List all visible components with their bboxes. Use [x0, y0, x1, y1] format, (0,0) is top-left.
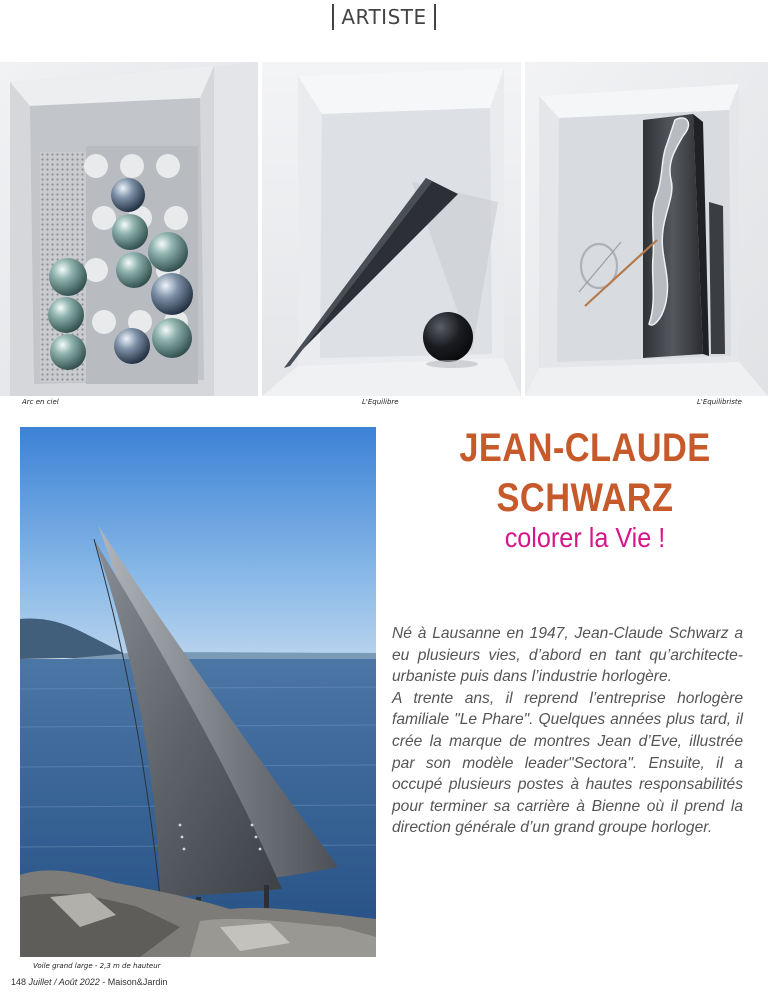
article-subtitle: colorer la Vie !	[504, 522, 666, 553]
magazine-name: Maison&Jardin	[107, 977, 168, 987]
sail-sculpture-photo	[20, 427, 376, 957]
divider	[332, 4, 334, 30]
issue-date: Juillet / Août 2022	[28, 977, 100, 987]
divider	[434, 4, 436, 30]
page-footer	[11, 977, 167, 987]
artwork-gallery	[0, 62, 768, 396]
artwork-photo-equilibriste	[525, 62, 768, 396]
article-paragraph: A trente ans, il reprend l’entreprise horlogère familiale "Le Phare". Quelques années plus tard, il crée la marque de montres Jean d’Eve, illustrée par son modèle leader"Sectora". Ensuite, il a occupé plusieurs postes à hautes responsabilités pour terminer sa carrière à Bienne où il prend la direction générale d’un grand groupe horloger.	[392, 689, 743, 837]
section-label: ARTISTE	[341, 5, 427, 29]
artwork-caption: Arc en ciel	[22, 398, 59, 406]
article-title-line1: JEAN-CLAUDE	[459, 426, 711, 470]
artwork-photo-arc-en-ciel	[0, 62, 258, 396]
artwork-caption: L'Equilibriste	[697, 398, 742, 406]
artwork-photo-equilibre	[262, 62, 521, 396]
artwork-caption: L'Equilibre	[362, 398, 399, 406]
section-tag	[0, 4, 768, 30]
article-paragraph: Né à Lausanne en 1947, Jean-Claude Schwarz a eu plusieurs vies, d’abord en tant qu’architecte-urbaniste puis dans l’industrie horlogère.	[392, 625, 743, 686]
article-body	[392, 623, 743, 839]
article-title-line2: SCHWARZ	[496, 476, 674, 520]
photo-caption: Voile grand large - 2,3 m de hauteur	[33, 962, 161, 970]
page-number: 148	[11, 977, 27, 987]
footer-separator: -	[102, 977, 106, 987]
